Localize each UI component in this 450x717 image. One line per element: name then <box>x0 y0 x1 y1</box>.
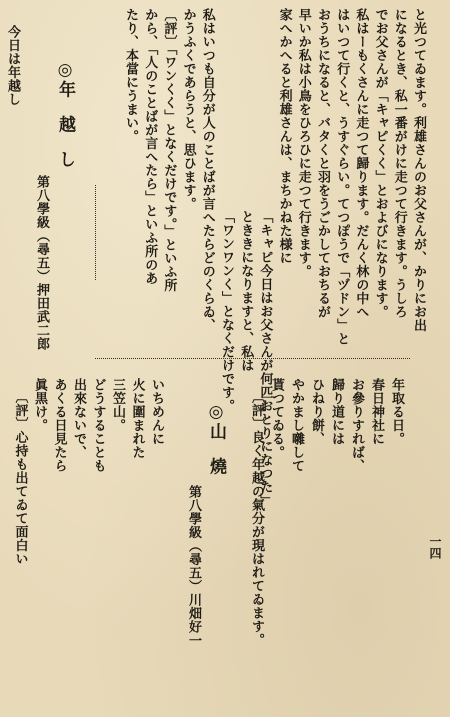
essay-line: と光つてゐます。利雄さんのお父さんが、かりにお出 <box>411 8 426 332</box>
essay-line: 「キャピ今日はお父さんが何匹おとりになつた」 <box>257 210 273 507</box>
essay-line: 〔評〕「ワンくく」となくだけです。」といふ所 <box>161 8 177 292</box>
essay-line: 私はーもくさんに走つて歸ります。だんく林の中へ <box>353 8 369 319</box>
essay-title: ◎年 越 し <box>55 60 75 168</box>
poem-line: あくる日見たら <box>51 378 67 473</box>
poem-line: 眞黒け。 <box>32 378 47 432</box>
poem-line: 貰つてゐる。 <box>269 378 284 459</box>
section-divider <box>95 358 410 359</box>
poem-line: 〔評〕心持も出てゐて面白い <box>12 390 28 566</box>
poem-line: やかまし囃して <box>289 378 304 473</box>
poem-line: 〔評〕良く年越の氣分が現はれてゐます。 <box>249 390 264 647</box>
essay-line: 「ワンワンく」となくだけです。 <box>219 210 234 413</box>
essay-line: はいつて行くと、うすぐらい。てつぽうで「ヅドン」と <box>334 8 350 346</box>
previous-poem-line: 今日は年越し <box>5 25 20 106</box>
poem-title: ◎山 燒 <box>206 402 226 475</box>
poem-line: いちめんに <box>149 378 164 446</box>
essay-line: でお父さんが「キャピくく」とおよびになります。 <box>372 8 388 319</box>
essay-line: たり、本當にうまい。 <box>123 8 138 143</box>
essay-line: かうふくであらうと、思ひます。 <box>180 8 196 211</box>
poem-line: どうすることも <box>90 378 106 473</box>
poem-line: ひねり餅、 <box>309 378 324 446</box>
essay-line: とききになりますと、私は <box>238 210 254 372</box>
poem-line: 三笠山。 <box>110 378 125 432</box>
essay-line: 早いか私は小鳥をひろひに走つて行きます。 <box>295 8 311 278</box>
essay-author: 第八學級（尋五）押田武二郎 <box>34 175 49 351</box>
author-divider <box>95 185 96 280</box>
poem-line: 春日神社に <box>369 378 384 446</box>
essay-line: から、「人のことばが言へたら」といふ所のあ <box>142 8 158 285</box>
essay-line: おうちになると、バタくと羽をうごかしておちるが <box>315 8 330 319</box>
poem-line: 年取る日。 <box>389 378 404 446</box>
poem-line: お參りすれば、 <box>349 378 364 473</box>
essay-line: 家へかへると利雄さんは、まちかねた様に <box>276 8 292 265</box>
essay-line: になるとき、私一番がけに走つて行きます。うしろ <box>391 8 407 319</box>
poem-line: 出來ないで、 <box>71 378 86 459</box>
poem-line: 火に圍まれた <box>129 378 145 459</box>
essay-line: 私はいつも自分が人のことばが言へたらどのくらゐ、 <box>199 8 215 332</box>
poem-line: 歸り道には <box>329 378 344 446</box>
poem-author: 第八學級（尋五）川畑好一 <box>186 485 201 647</box>
page-number: 一四 <box>428 535 442 559</box>
